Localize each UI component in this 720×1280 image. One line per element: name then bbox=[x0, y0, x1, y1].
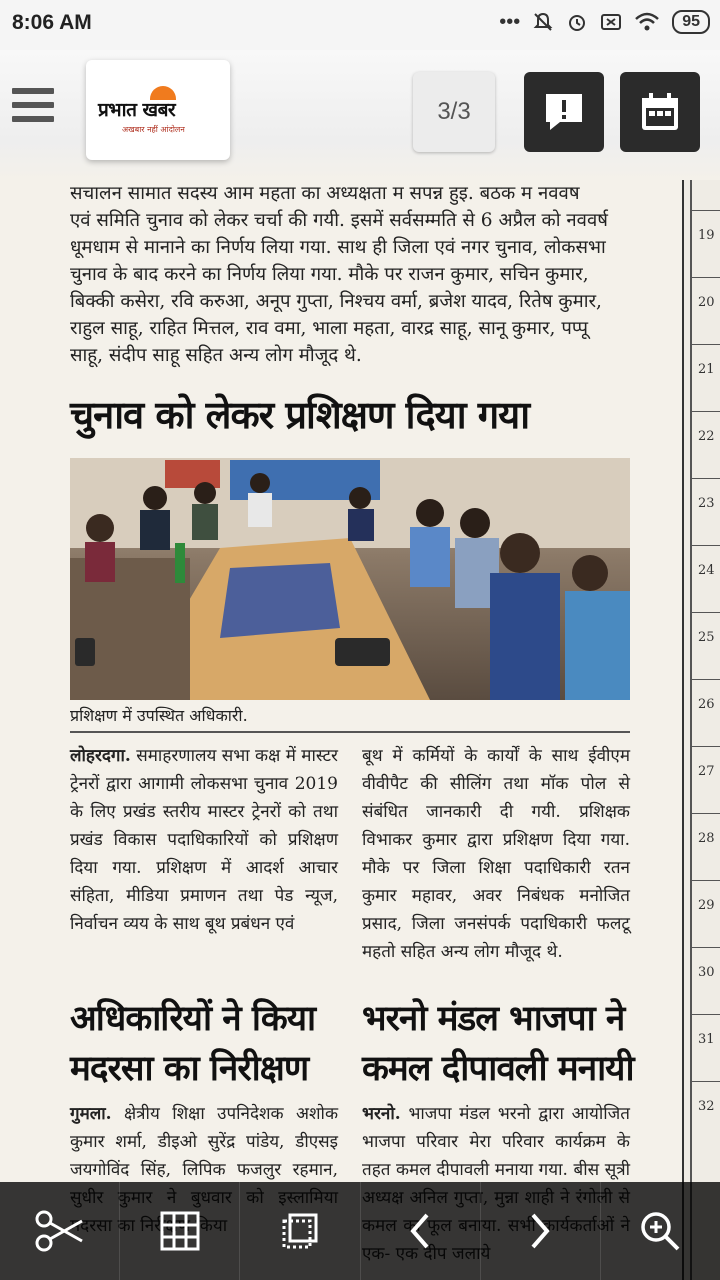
ruler-tick bbox=[692, 880, 720, 881]
comment-button[interactable] bbox=[524, 72, 604, 152]
body-text: क्षेत्रीय शिक्षा उपनिदेशक अशोक कुमार शर्मा, डीइओ सुरेंद्र पांडेय, डीएसइ जयगोविंद सिंह, लिपिक फजलुर रहमान, bbox=[70, 1104, 338, 1180]
status-icons bbox=[499, 10, 710, 34]
app-bar bbox=[0, 50, 720, 180]
ruler-number: 28 bbox=[698, 831, 715, 846]
status-time: 8:06 AM bbox=[12, 11, 92, 34]
crop-button[interactable] bbox=[240, 1182, 360, 1280]
headline-line: मदरसा का निरीक्षण bbox=[70, 1049, 309, 1089]
back-icon bbox=[405, 1211, 435, 1251]
crop-icon bbox=[280, 1211, 320, 1251]
ruler-number: 21 bbox=[698, 362, 715, 377]
ruler-number: 23 bbox=[698, 496, 715, 511]
ruler-number: 25 bbox=[698, 630, 715, 645]
main-headline: चुनाव को लेकर प्रशिक्षण दिया गया bbox=[70, 393, 530, 437]
ruler-line bbox=[690, 180, 692, 1280]
ruler-tick bbox=[692, 1014, 720, 1015]
logo-text: प्रभात खबर bbox=[98, 99, 176, 121]
ruler-number: 26 bbox=[698, 697, 715, 712]
ruler-number: 32 bbox=[698, 1099, 715, 1114]
ruler-tick bbox=[692, 813, 720, 814]
ruler-tick bbox=[692, 1081, 720, 1082]
ruler-tick bbox=[692, 679, 720, 680]
ruler-tick bbox=[692, 947, 720, 948]
headline-line: कमल दीपावली मनायी bbox=[362, 1049, 634, 1089]
clip-button[interactable] bbox=[0, 1182, 120, 1280]
text-line: साहू, संदीप साहू सहित अन्य लोग मौजूद थे. bbox=[70, 345, 362, 366]
left-headline bbox=[70, 994, 315, 1094]
body-text: बूथ में कर्मियों के कार्यों के साथ ईवीएम वीवीपैट की सीलिंग तथा मॉक पोल से संबंधित जानकारी दी गयी. प्रशिक्षक विभाकर कुमार द्वारा प्रशिक्षण दिया गया. मौके पर जिला शिक्षा पदाधिकारी रतन कुमार महावर, अवर निबंधक मनोजित प्रसाद, जिला जनसंपर्क पदाधिकारी फलटू महतो सहित अन्य लोग मौजूद थे. bbox=[362, 746, 630, 962]
news-photo bbox=[70, 458, 630, 700]
text-line: चुनाव के बाद करने का निर्णय लिया गया. मौके पर राजन कुमार, सचिन कुमार, bbox=[70, 264, 589, 285]
main-article-right-column bbox=[362, 742, 630, 966]
ruler-number: 20 bbox=[698, 295, 715, 310]
ruler-tick bbox=[692, 612, 720, 613]
calendar-icon bbox=[638, 90, 682, 134]
scissors-icon bbox=[34, 1209, 86, 1253]
ruler-tick bbox=[692, 746, 720, 747]
wifi-icon bbox=[634, 11, 660, 33]
dateline: भरनो. bbox=[362, 1104, 401, 1124]
ruler-tick bbox=[692, 411, 720, 412]
page-ruler bbox=[682, 180, 720, 1280]
meeting-photo-illustration bbox=[70, 458, 630, 700]
mute-icon bbox=[532, 11, 554, 33]
right-headline bbox=[362, 994, 634, 1094]
forward-button[interactable] bbox=[481, 1182, 601, 1280]
body-text: समाहरणालय सभा कक्ष में मास्टर ट्रेनरों द्वारा आगामी लोकसभा चुनाव 2019 के लिए प्रखंड स्तरीय मास्टर ट्रेनरों को तथा प्रखंड विकास पदाधिकारियों को प्रशिक्षण दिया गया. प्रशिक्षण में आदर्श आचार संहिता, मीडिया प्रमाणन तथा पेड न्यूज, निर्वाचन व्यय के साथ बूथ प्रबंधन एवं bbox=[70, 746, 338, 934]
bottom-toolbar bbox=[0, 1182, 720, 1280]
ruler-tick bbox=[692, 344, 720, 345]
ruler-number: 19 bbox=[698, 228, 715, 243]
grid-button[interactable] bbox=[120, 1182, 240, 1280]
ruler-tick bbox=[692, 478, 720, 479]
battery-icon: 95 bbox=[672, 10, 710, 34]
text-line: बिक्की कसेरा, रवि करुआ, अनूप गुप्ता, निश्चय वर्मा, ब्रजेश यादव, रितेष कुमार, bbox=[70, 291, 602, 312]
ruler-number: 29 bbox=[698, 898, 715, 913]
menu-icon[interactable] bbox=[12, 88, 54, 124]
logo[interactable] bbox=[86, 60, 230, 160]
text-line: धूमधाम से मानाने का निर्णय लिया गया. साथ ही जिला एवं नगर चुनाव, लोकसभा bbox=[70, 237, 606, 258]
ruler-number: 31 bbox=[698, 1032, 715, 1047]
headline-line: अधिकारियों ने किया bbox=[70, 999, 316, 1039]
headline-line: भरनो मंडल भाजपा ने bbox=[362, 999, 625, 1039]
comment-icon bbox=[540, 88, 588, 136]
ruler-number: 30 bbox=[698, 965, 715, 980]
alarm-icon bbox=[566, 11, 588, 33]
text-line: राहुल साहू, राहित मित्तल, राव वमा, भाला महता, वारद्र साहू, सानू कुमार, पप्पू bbox=[70, 318, 589, 339]
ruler-tick bbox=[692, 277, 720, 278]
main-article-left-column bbox=[70, 742, 338, 938]
photo-caption: प्रशिक्षण में उपस्थित अधिकारी. bbox=[70, 706, 248, 725]
ruler-number: 24 bbox=[698, 563, 715, 578]
dateline: लोहरदगा. bbox=[70, 746, 131, 766]
zoom-button[interactable] bbox=[601, 1182, 720, 1280]
calendar-button[interactable] bbox=[620, 72, 700, 152]
forward-icon bbox=[525, 1211, 555, 1251]
logo-tagline: अखबार नहीं आंदोलन bbox=[122, 125, 185, 134]
page-indicator-button[interactable]: 3/3 bbox=[413, 72, 495, 152]
ruler-tick bbox=[692, 210, 720, 211]
body-text: भाजपा मंडल भरनो द्वारा आयोजित भाजपा परिवार मेरा परिवार कार्यक्रम के तहत कमल दीपावली मनाया गया. बीस सूत्री bbox=[362, 1104, 630, 1180]
zoom-in-icon bbox=[638, 1209, 682, 1253]
ruler-tick bbox=[692, 545, 720, 546]
close-box-icon bbox=[600, 11, 622, 33]
dots-icon: ••• bbox=[499, 10, 521, 33]
status-bar bbox=[0, 0, 720, 50]
divider bbox=[70, 731, 630, 733]
ruler-number: 27 bbox=[698, 764, 715, 779]
text-line: एवं समिति चुनाव को लेकर चर्चा की गयी. इसमें सर्वसम्मति से 6 अप्रैल को नववर्ष bbox=[70, 210, 608, 231]
ruler-number: 22 bbox=[698, 429, 715, 444]
text-line: सचालन सामात सदस्य आम महता का अध्यक्षता म सपन्न हुइ. बठक म नववष bbox=[70, 183, 580, 204]
grid-icon bbox=[160, 1211, 200, 1251]
back-button[interactable] bbox=[361, 1182, 481, 1280]
article-top-text bbox=[70, 180, 630, 369]
dateline: गुमला. bbox=[70, 1104, 112, 1124]
